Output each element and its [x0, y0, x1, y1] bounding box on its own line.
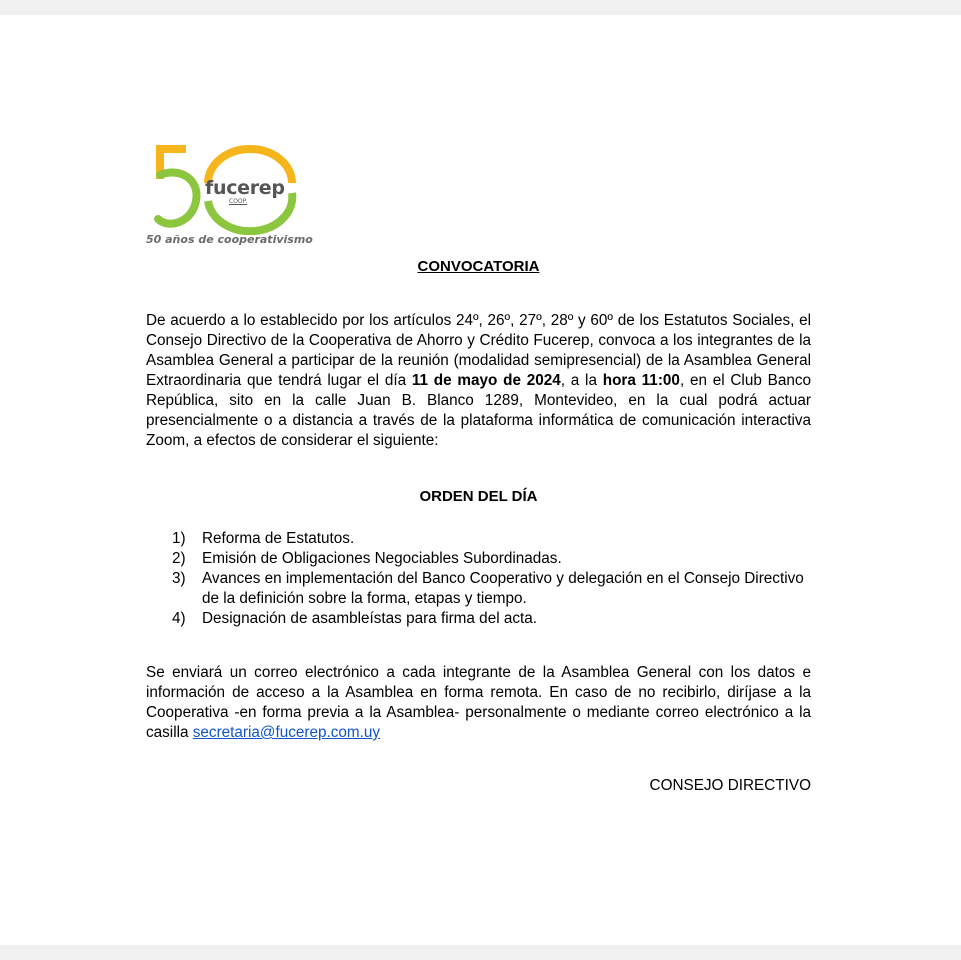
agenda-item-number: 1): [172, 530, 186, 547]
logo-tagline: 50 años de cooperativismo: [146, 233, 313, 246]
email-link[interactable]: secretaria@fucerep.com.uy: [192, 724, 381, 741]
agenda-item-text: Reforma de Estatutos.: [202, 530, 355, 547]
paragraph-text: , a la: [560, 372, 603, 389]
meeting-time: hora 11:00: [602, 372, 680, 389]
agenda-item-number: 2): [172, 550, 186, 567]
remote-access-paragraph: [146, 663, 811, 743]
document-page: [0, 15, 961, 945]
paragraph-text: , en el Club Banco República, sito en la calle Juan B. Blanco 1289, Montevideo, en la cual podrá actuar presencialmente o a distancia a través de la plataforma informática de comunicación interactiva Zoom, a efectos de considerar el siguiente:: [146, 372, 811, 449]
agenda-item: [172, 549, 812, 569]
paragraph-text: De acuerdo a lo establecido por los artículos 24º, 26º, 27º, 28º y 60º de los Estatutos Sociales, el Consejo Directivo de la Cooperativa de Ahorro y Crédito Fucerep, convoca a los integrantes de la Asamblea General a participar de la reunión (modalidad semipresencial) de la Asamblea General Extraordinaria que tendrá lugar el día: [146, 312, 811, 389]
agenda-item-number: 4): [172, 610, 186, 627]
paragraph-text: Se enviará un correo electrónico a cada integrante de la Asamblea General con los datos e información de acceso a la Asamblea en forma remota. En caso de no recibirlo, diríjase a la Cooperativa -en forma previa a la Asamblea- personalmente o mediante correo electrónico a la casilla: [146, 664, 811, 741]
agenda-item-text: Emisión de Obligaciones Negociables Subordinadas.: [202, 550, 562, 567]
signature: CONSEJO DIRECTIVO: [649, 777, 811, 794]
agenda-list: [172, 529, 812, 629]
agenda-item-text: Designación de asambleístas para firma del acta.: [202, 610, 538, 627]
agenda-item: [172, 569, 812, 609]
agenda-item: [172, 529, 812, 549]
agenda-item-text: Avances en implementación del Banco Cooperativo y delegación en el Consejo Directivo de la definición sobre la forma, etapas y tiempo.: [202, 570, 804, 607]
document-title: CONVOCATORIA: [417, 258, 540, 275]
fucerep-50-logo: [146, 145, 316, 249]
agenda-item-number: 3): [172, 570, 186, 587]
meeting-date: 11 de mayo de 2024: [411, 372, 561, 389]
logo-coop-label: COOP.: [229, 198, 248, 205]
convocation-paragraph: [146, 311, 811, 451]
agenda-item: [172, 609, 812, 629]
agenda-heading: ORDEN DEL DÍA: [419, 488, 538, 505]
logo-wordmark: fucerep: [205, 177, 285, 199]
